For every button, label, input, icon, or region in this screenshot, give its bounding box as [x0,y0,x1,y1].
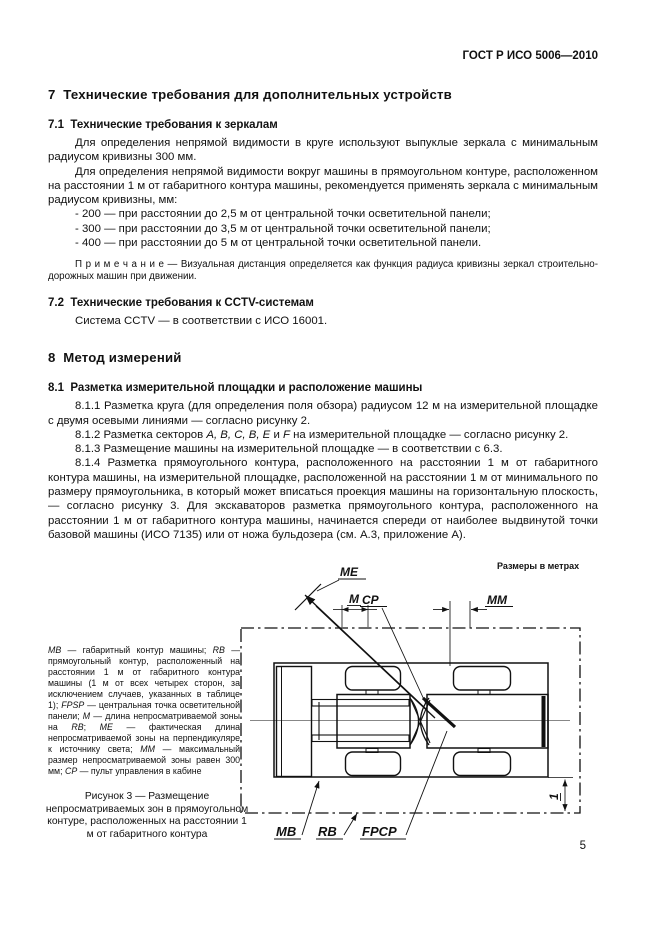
mb-contour [274,663,548,777]
wheel-rear-left [454,667,511,691]
section-8-1-title: 8.1 Разметка измерительной площадки и расположение машины [48,382,423,395]
note-text: П р и м е ч а н и е — Визуальная дистанция определяется как функция радиуса кривизны зеркал строительно-дорожных машин при движении. [48,259,598,283]
paragraph-8-1-1: 8.1.1 Разметка круга (для определения поля обзора) радиусом 12 м на измерительной площадке с двумя осевыми линиями — согласно рисунку 2. [48,400,598,427]
label-mb-group [274,781,319,839]
dimension-mm [433,593,513,666]
label-mm: MM [487,593,507,607]
label-fpcp: FPCP [362,824,397,839]
rear-frame [427,695,548,749]
list-item-400: - 400 — при расстоянии до 5 м от центральной точки осветительной панели. [75,237,482,250]
label-mb: MB [276,824,297,839]
figure-units-label: Размеры в метрах [497,561,580,571]
page-number: 5 [579,840,586,852]
figure-caption: Рисунок 3 — Размещение непросматриваемых зон в прямоугольном контуре, расположенных на расстоянии 1 м от габаритного контура [45,791,249,840]
label-m: M [349,592,359,606]
paragraph-8-1-3: 8.1.3 Размещение машины на измерительной площадке — в соответствии с 6.3. [75,443,503,456]
wheel-front-right [346,752,401,776]
figure-3-diagram [238,553,622,875]
label-one: 1 [547,793,561,800]
paragraph-cctv: Система CCTV — в соответствии с ИСО 16001. [75,314,328,327]
paragraph-mirrors-2: Для определения непрямой видимости вокруг машины в прямоугольном контуре, расположенном на расстоянии 1 м от габаритного контура машины, рекомендуется применять зеркала с минимальным радиусом кривизны, мм: [48,165,598,207]
paragraph-8-1-4: 8.1.4 Разметка прямоугольного контура, расположенного на расстоянии 1 м от габаритного контура машины, на измерительной площадке, расположенной на расстоянии 1 м от минимального по размеру прямоугольника, в который может вписаться проекция машины на горизонтальную плоскость, — согласно рисунку 3. Для экскаваторов разметка прямоугольного контура, расположенного на расстоянии 1 м от габаритного контура машины, начинается спереди от наиболее выдвинутой точки базовой машины (ИСО 7135) или от ножа бульдозера (см. А.3, приложение А). [48,457,598,541]
section-7-2-title: 7.2 Технические требования к CCTV-системам [48,296,314,309]
label-rb: RB [318,824,337,839]
label-rb-group [316,814,357,840]
list-item-200: - 200 — при расстоянии до 2,5 м от центральной точки осветительной панели; [75,208,491,221]
section-7-title: 7 Технические требования для дополнительных устройств [48,87,452,102]
lighting-panel [423,698,455,727]
list-item-300: - 300 — при расстоянии до 3,5 м от центральной точки осветительной панели; [75,222,491,235]
label-me-group [317,565,366,591]
wheel-rear-right [454,752,511,776]
section-7-1-title: 7.1 Технические требования к зеркалам [48,119,278,131]
push-arm-bottom [312,735,409,742]
label-fpcp-group [360,731,447,839]
figure-legend-text: MB — габаритный контур машины; RB — прямоугольный контур, расположенный на расстоянии 1 м от габаритного контура машины (1 м от всех четырех сторон, за исключением случаев, указанных в таблице 1); FPSP — центральная точка осветительной панели; M — длина непросматриваемой зоны на RB; ME — фактическая длина непросматриваемой зоны на перпендикуляре к источнику света; MM — максимальный размер непросматриваемой зоны равен 300 мм; CP — пульт управления в кабине [48,645,241,776]
label-cp: CP [362,593,379,607]
label-me: ME [340,565,358,579]
standard-designation: ГОСТ Р ИСО 5006—2010 [462,50,598,62]
section-8-title: 8 Метод измерений [48,350,182,366]
machine-top-view [277,667,549,777]
front-frame [337,695,410,749]
figure-3 [0,553,661,883]
paragraph-8-1-2: 8.1.2 Разметка секторов A, B, C, B, E и F на измерительной площадке — согласно рисунку 2. [75,428,569,441]
articulation-joint [410,698,419,745]
dimension-one-metre [547,778,573,812]
paragraph-mirrors-1: Для определения непрямой видимости в круге используют выпуклые зеркала с минимальным радиусом кривизны 300 мм. [48,137,598,164]
push-arm-top [312,700,409,707]
